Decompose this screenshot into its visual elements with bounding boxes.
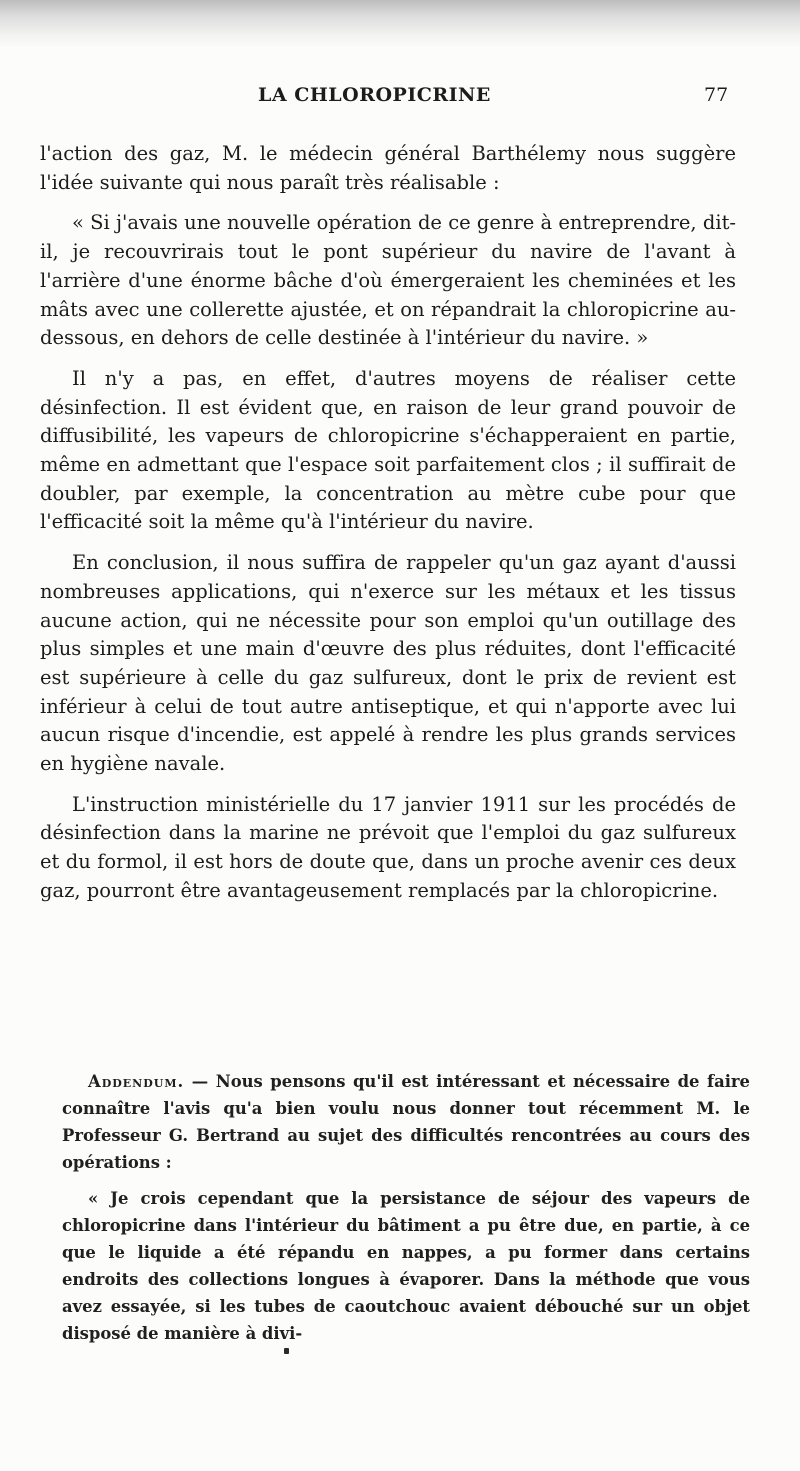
addendum-intro [62, 1068, 750, 1176]
paragraph-quotation: « Si j'avais une nouvelle opération de ce genre à entreprendre, dit-il, je recouvrirais tout le pont supérieur du navire de l'avant à l'arrière d'une énorme bâche d'où émergeraient les cheminées et les mâts avec une collerette ajustée, et on répandrait la chloropicrine au-dessous, en dehors de celle destinée à l'intérieur du navire. » [40, 211, 736, 350]
running-title: LA CHLOROPICRINE [258, 84, 491, 106]
paragraph-instruction: L'instruction ministérielle du 17 janvier 1911 sur les procédés de désinfection dans la marine ne prévoit que l'emploi du gaz sulfureux et du formol, il est hors de doute que, dans un proche avenir ces deux gaz, pourront être avantageusement remplacés par la chloropicrine. [40, 792, 736, 902]
paragraph-conclusion: En conclusion, il nous suffira de rappeler qu'un gaz ayant d'aussi nombreuses applications, qui n'exerce sur les métaux et les tissus aucune action, qui ne nécessite pour son emploi qu'un outillage des plus simples et une main d'œuvre des plus réduites, dont l'efficacité est supérieure à celle du gaz sulfureux, dont le prix de revient est inférieur à celui de tout autre antiseptique, et qui n'apporte avec lui aucun risque d'incendie, est appelé à rendre les plus grands services en hygiène navale. [40, 551, 736, 776]
scanned-page-edge [0, 0, 800, 48]
print-mark [284, 1348, 289, 1354]
addendum-intro-text: — Nous pensons qu'il est intéressant et nécessaire de faire connaître l'avis qu'a bien voulu nous donner tout récemment M. le Professeur G. Bertrand au sujet des difficultés rencontrées au cours des opérations : [62, 1072, 750, 1172]
addendum-quote: « Je crois cependant que la persistance de séjour des vapeurs de chloropicrine dans l'intérieur du bâtiment a pu être due, en partie, à ce que le liquide a été répandu en nappes, a pu former dans certains endroits des collections longues à évaporer. Dans la méthode que vous avez essayée, si les tubes de caoutchouc avaient débouché sur un objet disposé de manière à divi- [62, 1189, 750, 1343]
page-number: 77 [704, 84, 729, 106]
main-text [40, 140, 736, 906]
addendum-section [62, 1068, 750, 1347]
paragraph-disinfection: Il n'y a pas, en effet, d'autres moyens de réaliser cette désinfection. Il est évident que, en raison de leur grand pouvoir de diffusibilité, les vapeurs de chloropicrine s'échapperaient en partie, même en admettant que l'espace soit parfaitement clos ; il suffirait de doubler, par exemple, la concentration au mètre cube pour que l'efficacité soit la même qu'à l'intérieur du navire. [40, 366, 736, 534]
paragraph-continuation: l'action des gaz, M. le médecin général Barthélemy nous suggère l'idée suivante qui nous paraît très réalisable : [40, 142, 736, 194]
page-header [0, 84, 800, 114]
addendum-label: Addendum. [88, 1072, 185, 1091]
